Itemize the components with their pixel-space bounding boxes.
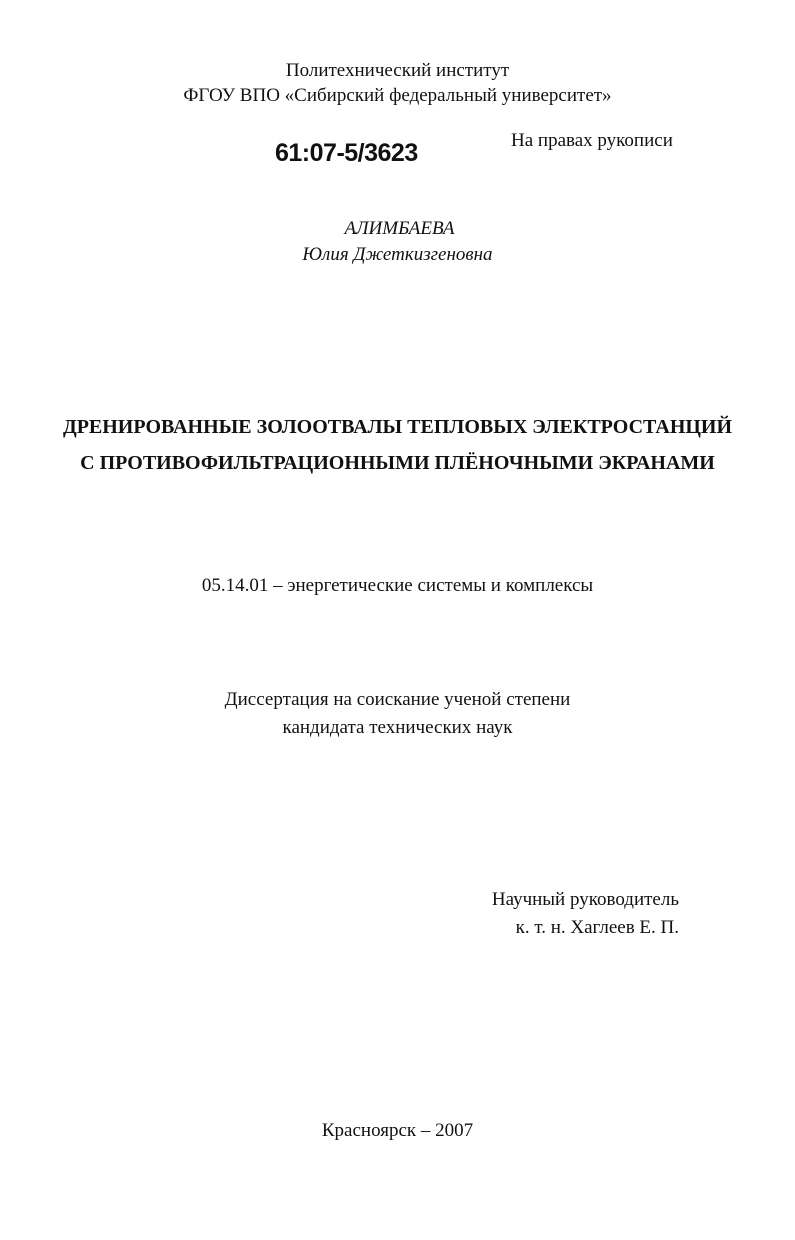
- author-given-names: Юлия Джеткизгеновна: [302, 244, 493, 265]
- city-year: Красноярск – 2007: [321, 1120, 474, 1141]
- university-name: ФГОУ ВПО «Сибирский федеральный университет»: [183, 85, 612, 106]
- specialty-code: 05.14.01 – энергетические системы и комплексы: [201, 575, 594, 596]
- manuscript-rights-note: На правах рукописи: [511, 130, 673, 151]
- dissertation-title-line2: С ПРОТИВОФИЛЬТРАЦИОННЫМИ ПЛЁНОЧНЫМИ ЭКРАНАМИ: [80, 452, 715, 474]
- dissertation-title-line1: ДРЕНИРОВАННЫЕ ЗОЛООТВАЛЫ ТЕПЛОВЫХ ЭЛЕКТРОСТАНЦИЙ: [62, 416, 733, 438]
- institute-name: Политехнический институт: [285, 60, 510, 81]
- author-surname: АЛИМБАЕВА: [344, 218, 455, 239]
- degree-line2: кандидата технических наук: [282, 717, 513, 738]
- supervisor-label: Научный руководитель: [491, 889, 679, 910]
- supervisor-name: к. т. н. Хаглеев Е. П.: [515, 917, 679, 938]
- catalog-code: 61:07-5/3623: [275, 139, 418, 167]
- degree-line1: Диссертация на соискание ученой степени: [224, 689, 571, 710]
